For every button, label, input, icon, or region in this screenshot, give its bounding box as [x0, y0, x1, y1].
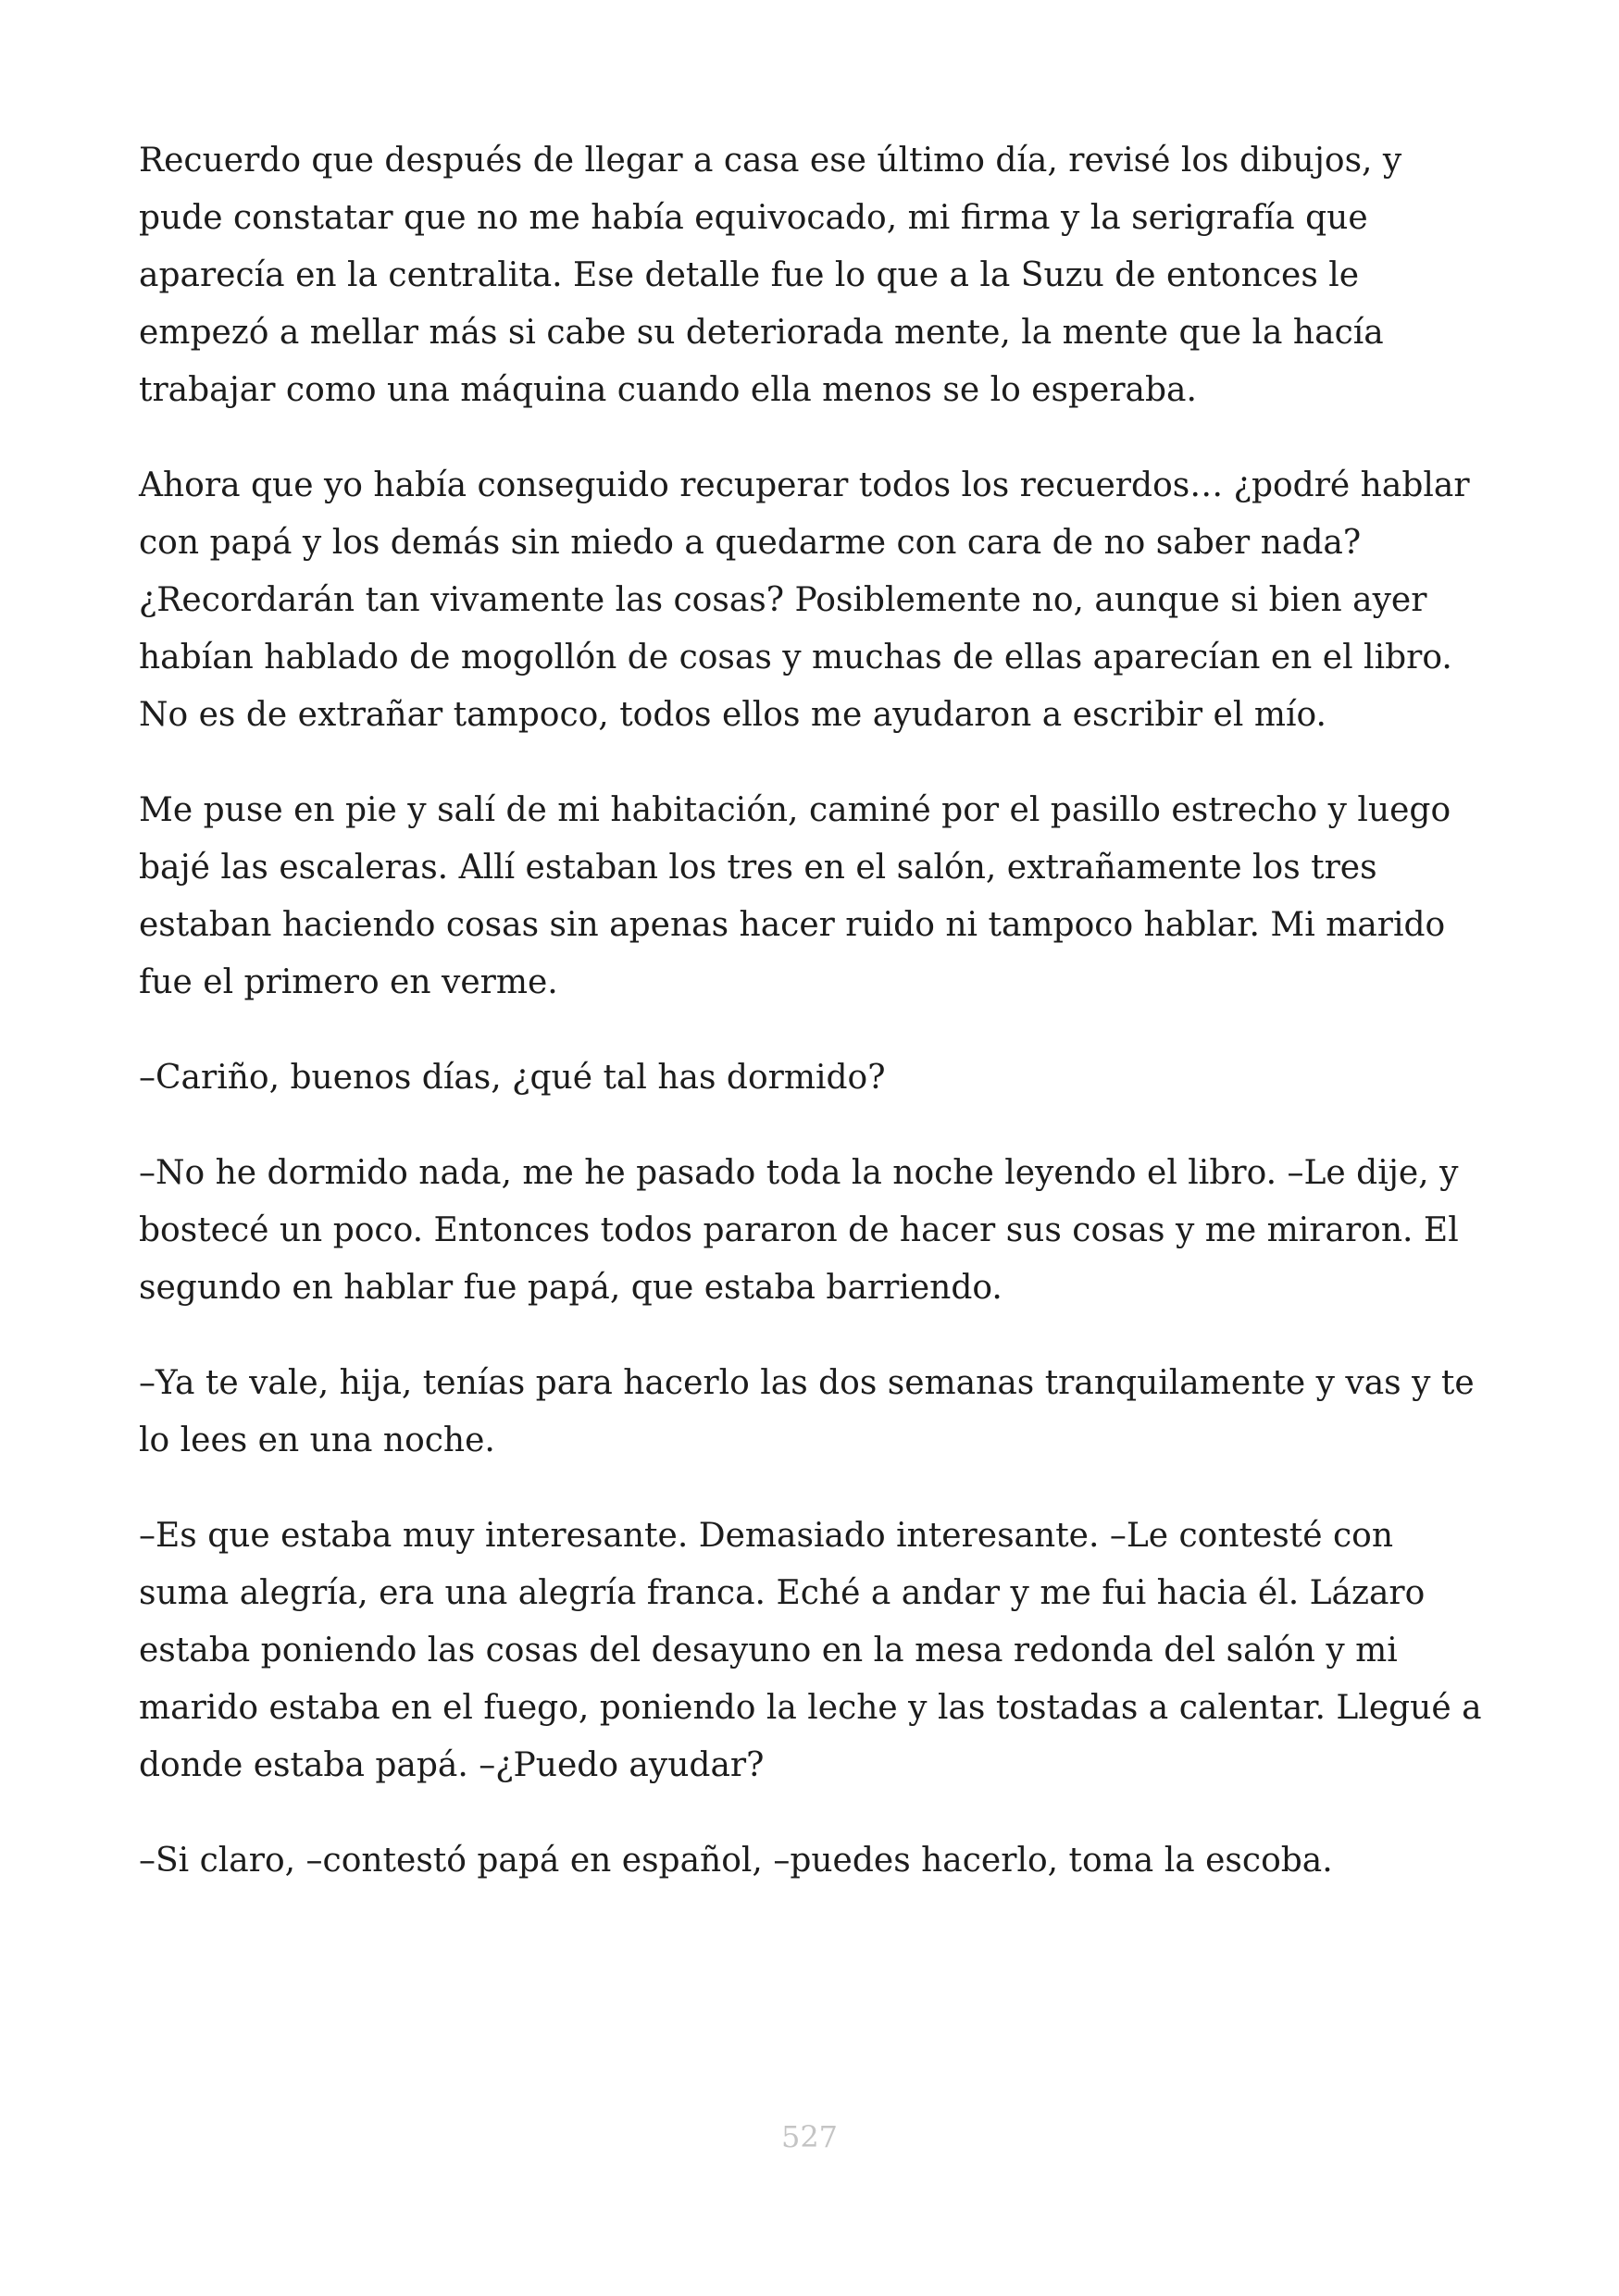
dialogue-line: –No he dormido nada, me he pasado toda la noche leyendo el libro. –Le dije, y bostecé un poco. Entonces todos pararon de hacer sus cosas y me miraron. El segundo en hablar fue papá, que estaba barriendo.: [139, 1154, 1459, 1307]
page-number: 527: [780, 2119, 839, 2154]
paragraph: Me puse en pie y salí de mi habitación, caminé por el pasillo estrecho y luego bajé las escaleras. Allí estaban los tres en el salón, extrañamente los tres estaban haciendo cosas sin apenas hacer ruido ni tampoco hablar. Mi marido fue el primero en verme.: [139, 791, 1451, 1001]
dialogue-line: –Si claro, –contestó papá en español, –puedes hacerlo, toma la escoba.: [139, 1842, 1333, 1880]
dialogue-line: –Cariño, buenos días, ¿qué tal has dormido?: [139, 1059, 886, 1097]
paragraph: Ahora que yo había conseguido recuperar todos los recuerdos… ¿podré hablar con papá y los demás sin miedo a quedarme con cara de no saber nada? ¿Recordarán tan vivamente las cosas? Posiblemente no, aunque si bien ayer habían hablado de mogollón de cosas y muchas de ellas aparecían en el libro. No es de extrañar tampoco, todos ellos me ayudaron a escribir el mío.: [139, 466, 1470, 734]
paragraph: Recuerdo que después de llegar a casa ese último día, revisé los dibujos, y pude constatar que no me había equivocado, mi firma y la serigrafía que aparecía en la centralita. Ese detalle fue lo que a la Suzu de entonces le empezó a mellar más si cabe su deteriorada mente, la mente que la hacía trabajar como una máquina cuando ella menos se lo esperaba.: [139, 142, 1402, 409]
dialogue-line: –Ya te vale, hija, tenías para hacerlo las dos semanas tranquilamente y vas y te lo lees en una noche.: [139, 1364, 1475, 1459]
dialogue-line: –Es que estaba muy interesante. Demasiado interesante. –Le contesté con suma alegría, era una alegría franca. Eché a andar y me fui hacia él. Lázaro estaba poniendo las cosas del desayuno en la mesa redonda del salón y mi marido estaba en el fuego, poniendo la leche y las tostadas a calentar. Llegué a donde estaba papá. –¿Puedo ayudar?: [139, 1517, 1482, 1784]
body-text: [139, 132, 1490, 1890]
